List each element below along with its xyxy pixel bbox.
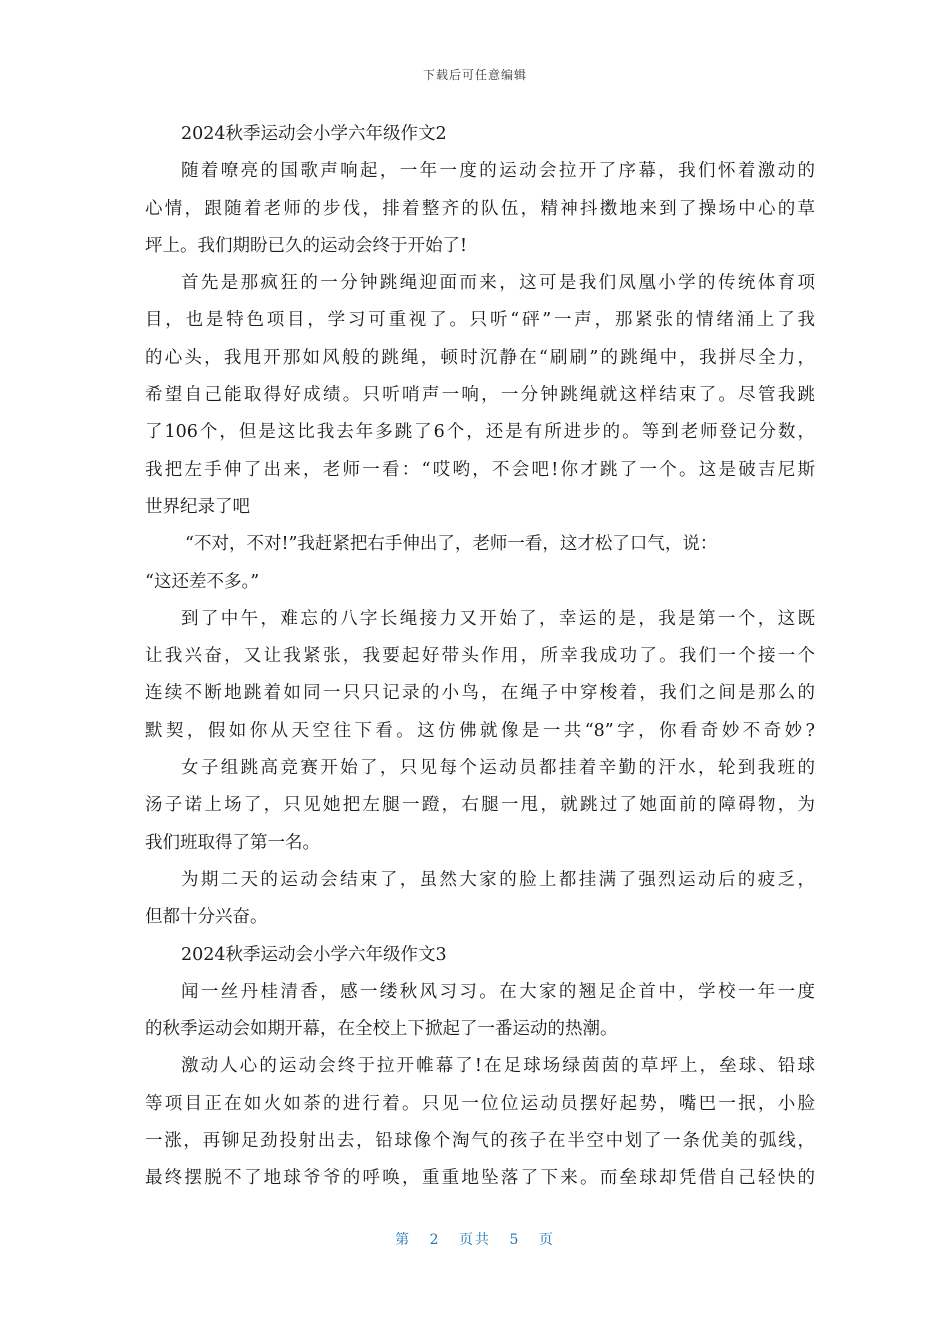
- text-line: 了106个，但是这比我去年多跳了6个，还是有所进步的。等到老师登记分数，: [145, 422, 815, 443]
- text-line: 闻一丝丹桂清香，感一缕秋风习习。在大家的翘足企首中，学校一年一度: [181, 981, 815, 1002]
- text-line: 首先是那疯狂的一分钟跳绳迎面而来，这可是我们凤凰小学的传统体育项: [181, 273, 815, 294]
- text-line: 女子组跳高竞赛开始了，只见每个运动员都挂着辛勤的汗水，轮到我班的: [181, 758, 815, 779]
- text-line: 连续不断地跳着如同一只只记录的小鸟，在绳子中穿梭着，我们之间是那么的: [145, 683, 815, 704]
- text-line: 2024秋季运动会小学六年级作文2: [181, 124, 447, 144]
- page-footer: [0, 1229, 950, 1249]
- text-line: 的心头，我甩开那如风般的跳绳，顿时沉静在“刷刷”的跳绳中，我拼尽全力，: [145, 347, 815, 368]
- text-line: 最终摆脱不了地球爷爷的呼唤，重重地坠落了下来。而垒球却凭借自己轻快的: [145, 1168, 815, 1189]
- footer-middle: 页共: [459, 1232, 491, 1248]
- text-line: 让我兴奋，又让我紧张，我要起好带头作用，所幸我成功了。我们一个接一个: [145, 646, 815, 667]
- footer-suffix: 页: [538, 1232, 555, 1248]
- text-line: “不对，不对!”我赶紧把右手伸出了，老师一看，这才松了口气，说：: [185, 534, 718, 555]
- text-line: 随着嘹亮的国歌声响起，一年一度的运动会拉开了序幕，我们怀着激动的: [181, 161, 815, 182]
- text-line: 默契，假如你从天空往下看。这仿佛就像是一共“8”字，你看奇妙不奇妙?: [145, 720, 815, 741]
- text-line: 世界纪录了吧: [145, 496, 250, 517]
- footer-current-page: 2: [429, 1232, 441, 1248]
- text-line: 我把左手伸了出来，老师一看：“哎哟，不会吧!你才跳了一个。这是破吉尼斯: [145, 459, 815, 480]
- header-note: 下载后可任意编辑: [422, 68, 527, 82]
- footer-prefix: 第: [395, 1232, 412, 1248]
- text-line: 等项目正在如火如荼的进行着。只见一位位运动员摆好起势，嘴巴一抿，小脸: [145, 1093, 815, 1114]
- text-line: 希望自己能取得好成绩。只听哨声一响，一分钟跳绳就这样结束了。尽管我跳: [145, 385, 815, 406]
- text-line: 到了中午，难忘的八字长绳接力又开始了，幸运的是，我是第一个，这既: [181, 608, 815, 629]
- document-body: [145, 116, 815, 1198]
- text-line: 为期二天的运动会结束了，虽然大家的脸上都挂满了强烈运动后的疲乏，: [181, 869, 815, 890]
- text-line: 心情，跟随着老师的步伐，排着整齐的队伍，精神抖擞地来到了操场中心的草: [145, 198, 815, 219]
- text-line: 目，也是特色项目，学习可重视了。只听“砰”一声，那紧张的情绪涌上了我: [145, 310, 815, 331]
- text-line: 汤子诺上场了，只见她把左腿一蹬，右腿一甩，就跳过了她面前的障碍物，为: [145, 795, 815, 816]
- text-line: 但都十分兴奋。: [145, 907, 268, 928]
- text-line: “这还差不多。”: [145, 571, 260, 592]
- text-line: 我们班取得了第一名。: [145, 832, 320, 853]
- text-line: 激动人心的运动会终于拉开帷幕了!在足球场绿茵茵的草坪上，垒球、铅球: [181, 1056, 815, 1077]
- text-line: 一涨，再铆足劲投射出去，铅球像个淘气的孩子在半空中划了一条优美的弧线，: [145, 1131, 815, 1152]
- text-line: 的秋季运动会如期开幕，在全校上下掀起了一番运动的热潮。: [145, 1019, 618, 1040]
- footer-total-pages: 5: [509, 1232, 521, 1248]
- text-line: 2024秋季运动会小学六年级作文3: [181, 944, 447, 965]
- text-line: 坪上。我们期盼已久的运动会终于开始了!: [145, 235, 468, 256]
